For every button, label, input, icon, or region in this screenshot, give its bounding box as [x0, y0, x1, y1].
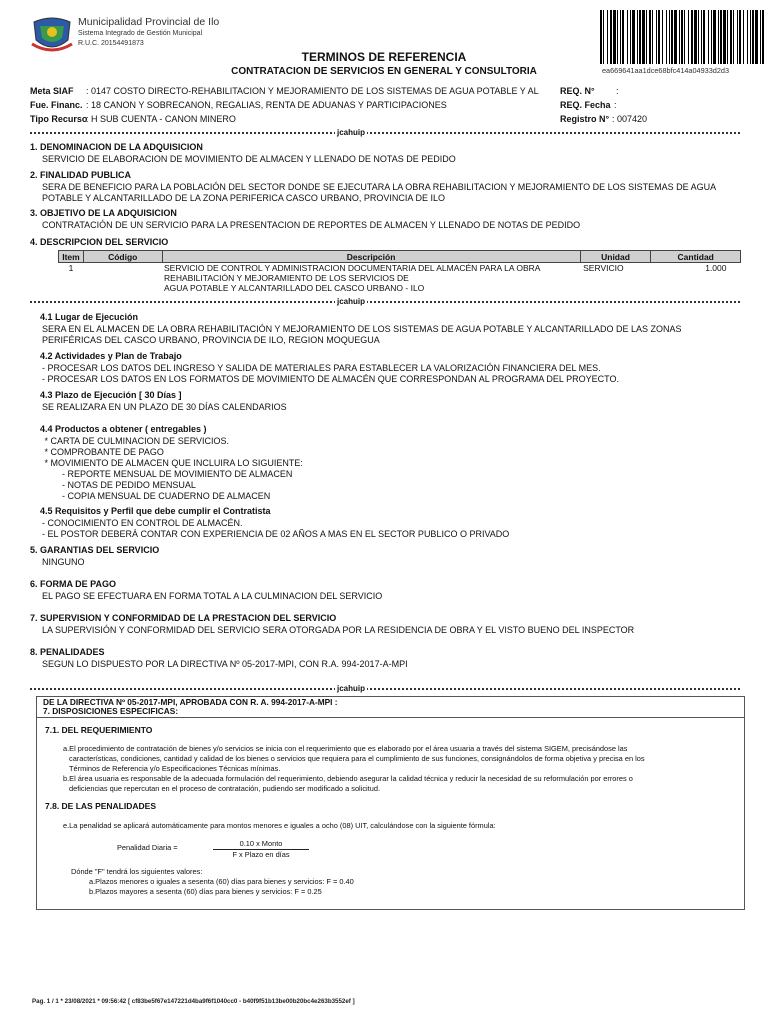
service-table	[58, 250, 741, 293]
deliverable-item: * COMPROBANTE DE PAGO	[42, 447, 164, 457]
directive-box-header	[37, 697, 744, 718]
separator-tag: jcahuip	[337, 685, 366, 693]
org-name: Municipalidad Provincial de Ilo	[78, 16, 220, 28]
section-6-title: 6. FORMA DE PAGO	[30, 579, 117, 589]
section-3-title: 3. OBJETIVO DE LA ADQUISICION	[30, 208, 177, 218]
section-7-title: 7. SUPERVISION Y CONFORMIDAD DE LA PRESTACION DEL SERVICIO	[30, 613, 337, 623]
cell-unidad: SERVICIO	[583, 263, 624, 273]
separator-tag: jcahuip	[337, 298, 366, 306]
cell-codigo	[83, 263, 162, 294]
separator	[30, 129, 740, 138]
section-5-text: NINGUNO	[42, 557, 85, 567]
section-2-title: 2. FINALIDAD PUBLICA	[30, 170, 131, 180]
org-ruc: R.U.C. 20154491873	[78, 40, 144, 47]
separator-tag: jcahuip	[337, 129, 366, 137]
col-codigo: Código	[83, 251, 162, 263]
section-4-4-title: 4.4 Productos a obtener ( entregables )	[40, 424, 207, 434]
separator	[30, 298, 740, 307]
document-title: TERMINOS DE REFERENCIA	[301, 50, 467, 64]
section-4-2-title: 4.2 Actividades y Plan de Trabajo	[40, 351, 182, 361]
separator	[30, 685, 740, 694]
section-4-3-text: SE REALIZARA EN UN PLAZO DE 30 DÍAS CALENDARIOS	[42, 402, 287, 412]
fue-financ-value: : 18 CANON Y SOBRECANON, REGALIAS, RENTA DE ADUANAS Y PARTICIPACIONES	[86, 100, 447, 110]
meta-siaf-row	[30, 86, 570, 98]
col-cantidad: Cantidad	[651, 251, 741, 263]
request-info	[560, 86, 740, 128]
deliverable-item: * MOVIMIENTO DE ALMACEN QUE INCLUIRA LO SIGUIENTE:	[42, 458, 303, 468]
deliverable-item: * CARTA DE CULMINACION DE SERVICIOS.	[42, 436, 230, 446]
section-4-1-title: 4.1 Lugar de Ejecución	[40, 312, 139, 322]
cell-descripcion	[162, 263, 580, 294]
col-item: Item	[59, 251, 84, 263]
desc-line2: REHABILITACIÓN Y MEJORAMIENTO DE LOS SERVICIOS DE	[164, 273, 409, 283]
section-7-1-title: 7.1. DEL REQUERIMIENTO	[45, 725, 153, 735]
directive-subheading: 7. DISPOSICIONES ESPECIFICAS:	[43, 706, 179, 716]
formula-numerator: 0.10 x Monto	[239, 839, 283, 848]
req-b-line2: deficiencias que repercutan en el proceso de contratación, pudiendo ser modificado a solicitud.	[69, 784, 381, 793]
table-row	[59, 263, 741, 294]
req-a-line3: Términos de Referencia y/o Especificaciones Técnicas mínimas.	[69, 764, 281, 773]
desc-line1: SERVICIO DE CONTROL Y ADMINISTRACION DOCUMENTARIA DEL ALMACÉN PARA LA OBRA	[164, 263, 541, 273]
section-4-1-line2: PERIFÉRICAS DEL CASCO URBANO, PROVINCIA DE ILO, REGION MOQUEGUA	[42, 335, 380, 345]
section-4-2-line1: - PROCESAR LOS DATOS DEL INGRESO Y SALIDA DE MATERIALES PARA ESTABLECER LA VALORIZACIÓN FINANCIERA DEL MES.	[42, 363, 601, 373]
section-4-5-title: 4.5 Requisitos y Perfil que debe cumplir el Contratista	[40, 506, 271, 516]
penalty-e-line: e.La penalidad se aplicará automáticamente para montos menores e iguales a ocho (08) UIT, calculándose con la siguiente fórmula:	[63, 821, 496, 830]
section-5-title: 5. GARANTIAS DEL SERVICIO	[30, 545, 160, 555]
req-fecha-value: :	[614, 100, 617, 110]
section-8-title: 8. PENALIDADES	[30, 647, 105, 657]
section-4-3-title: 4.3 Plazo de Ejecución [ 30 Días ]	[40, 390, 182, 400]
org-subtitle: Sistema Integrado de Gestión Municipal	[78, 30, 203, 37]
section-6-text: EL PAGO SE EFECTUARA EN FORMA TOTAL A LA CULMINACION DEL SERVICIO	[42, 591, 383, 601]
req-b-line1: b.El área usuaria es responsable de la adecuada formulación del requerimiento, debiendo asegurar la calidad técnica y reducir la necesidad de su reformulación por errores o	[63, 774, 633, 783]
section-8-text: SEGUN LO DISPUESTO POR LA DIRECTIVA Nº 05-2017-MPI, CON R.A. 994-2017-A-MPI	[42, 659, 408, 669]
tipo-recurso-row	[30, 114, 570, 126]
formula-donde: Dónde "F" tendrá los siguientes valores:	[71, 867, 203, 876]
section-7-8-title: 7.8. DE LAS PENALIDADES	[45, 801, 156, 811]
req-a-line1: a.El procedimiento de contratación de bienes y/o servicios se inicia con el requerimiento que es elaborado por el área usuaria a través del sistema SIGEM, precisándose las	[63, 744, 628, 753]
section-4-2-line2: - PROCESAR LOS DATOS EN LOS FORMATOS DE MOVIMIENTO DE ALMACÉN QUE CORRESPONDAN AL PROGRAMA DEL PROYECTO.	[42, 374, 619, 384]
section-2-line2: POTABLE Y ALCANTARILLADO DE LA ZONA PERIFERICA CASCO URBANO, PROVINCIA DE ILO	[42, 193, 445, 203]
formula-option-a: a.Plazos menores o iguales a sesenta (60) días para bienes y servicios: F = 0.40	[89, 877, 354, 886]
col-unidad: Unidad	[580, 251, 651, 263]
municipal-seal-icon	[30, 16, 74, 54]
section-7-text: LA SUPERVISIÓN Y CONFORMIDAD DEL SERVICIO SERA OTORGADA POR LA RESIDENCIA DE OBRA Y EL VISTO BUENO DEL INSPECTOR	[42, 625, 635, 635]
section-4-title: 4. DESCRIPCION DEL SERVICIO	[30, 237, 169, 247]
req-fecha-label: REQ. Fecha	[560, 100, 611, 110]
section-3-text: CONTRATACIÓN DE UN SERVICIO PARA LA PRESENTACION DE REPORTES DE ALMACEN Y LLENADO DE NOTAS DE PEDIDO	[42, 220, 581, 230]
meta-siaf-value: : 0147 COSTO DIRECTO-REHABILITACION Y MEJORAMIENTO DE LOS SISTEMAS DE AGUA POTABLE Y AL	[86, 86, 539, 96]
formula-option-b: b.Plazos mayores a sesenta (60) días para bienes y servicios: F = 0.25	[89, 887, 322, 896]
barcode-text: ea669641aa1dce68bfc414a04933d2d3	[602, 66, 730, 75]
section-1-text: SERVICIO DE ELABORACION DE MOVIMIENTO DE ALMACEN Y LLENADO DE NOTAS DE PEDIDO	[42, 154, 456, 164]
col-descripcion: Descripción	[162, 251, 580, 263]
desc-line3: AGUA POTABLE Y ALCANTARILLADO DEL CASCO URBANO - ILO	[164, 283, 425, 293]
section-2-line1: SERA DE BENEFICIO PARA LA POBLACIÓN DEL SECTOR DONDE SE EJECUTARA LA OBRA REHABILITACION Y MEJORAMIENTO DE LOS SISTEMAS DE AGUA	[42, 182, 717, 192]
req-no-label: REQ. N°	[560, 86, 595, 96]
tipo-recurso-value: : H SUB CUENTA - CANON MINERO	[86, 114, 236, 124]
cell-cantidad: 1.000	[705, 263, 727, 273]
req-a-line2: características, condiciones, cantidad y calidad de los bienes o servicios que requiera para el cumplimiento de sus funciones, consignándolos de forma objetiva y precisa en los	[69, 754, 645, 763]
fue-financ-row	[30, 100, 570, 112]
section-4-5-line1: - CONOCIMIENTO EN CONTROL DE ALMACÉN.	[42, 518, 243, 528]
fue-financ-label: Fue. Financ.	[30, 100, 83, 110]
registro-value: : 007420	[612, 114, 648, 124]
page-footer: Pag. 1 / 1 * 23/08/2021 * 09:56:42 [ cf83be5f67e147221d4ba9f6f1040cc0 - b40f9f51b13be00b20bc4e263b3552ef ]	[32, 998, 355, 1005]
deliverable-item: - COPIA MENSUAL DE CUADERNO DE ALMACEN	[42, 491, 271, 501]
document-subtitle: CONTRATACION DE SERVICIOS EN GENERAL Y CONSULTORIA	[231, 66, 537, 77]
deliverable-item: - REPORTE MENSUAL DE MOVIMIENTO DE ALMACEN	[42, 469, 293, 479]
tipo-recurso-label: Tipo Recurso	[30, 114, 88, 124]
req-no-value: :	[616, 86, 619, 96]
formula-denominator: F x Plazo en días	[232, 850, 290, 859]
directive-heading: DE LA DIRECTIVA Nº 05-2017-MPI, APROBADA CON R. A. 994-2017-A-MPI :	[43, 697, 338, 707]
cell-item: 1	[68, 263, 74, 273]
registro-label: Registro N°	[560, 114, 610, 124]
directive-box	[36, 696, 745, 910]
formula-label: Penalidad Diaria =	[117, 843, 178, 852]
section-4-1-line1: SERA EN EL ALMACEN DE LA OBRA REHABILITACIÓN Y MEJORAMIENTO DE LOS SISTEMAS DE AGUA POTABLE Y ALCANTARILLADO DE LAS ZONAS	[42, 324, 682, 334]
section-4-5-line2: - EL POSTOR DEBERÁ CONTAR CON EXPERIENCIA DE 02 AÑOS A MAS EN EL SECTOR PUBLICO O PRIVADO	[42, 529, 510, 539]
section-1-title: 1. DENOMINACION DE LA ADQUISICION	[30, 142, 203, 152]
meta-siaf-label: Meta SIAF	[30, 86, 74, 96]
deliverable-item: - NOTAS DE PEDIDO MENSUAL	[42, 480, 196, 490]
